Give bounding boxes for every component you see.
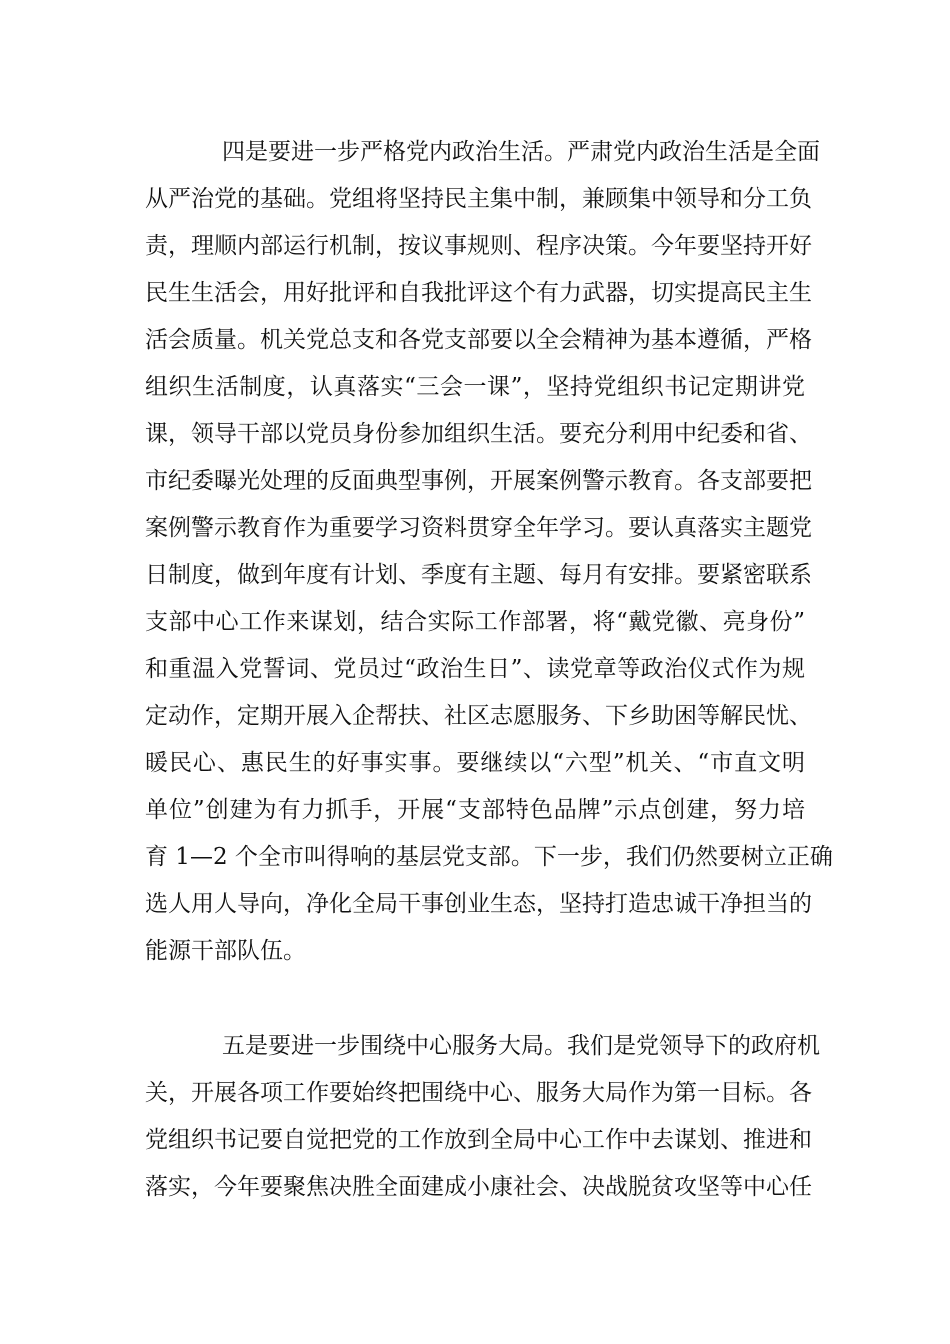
paragraph-line: 案例警示教育作为重要学习资料贯穿全年学习。要认真落实主题党 [145,515,812,541]
paragraph-line: 组织生活制度，认真落实“三会一课”，坚持党组织书记定期讲党 [145,374,805,400]
paragraph-line: 活会质量。机关党总支和各党支部要以全会精神为基本遵循，严格 [145,327,812,353]
paragraph-line: 关，开展各项工作要始终把围绕中心、服务大局作为第一目标。各 [145,1080,812,1106]
paragraph-line: 四是要进一步严格党内政治生活。严肃党内政治生活是全面 [222,139,820,165]
paragraph-line: 民生生活会，用好批评和自我批评这个有力武器，切实提高民主生 [145,280,812,306]
paragraph-line: 从严治党的基础。党组将坚持民主集中制，兼顾集中领导和分工负 [145,186,812,212]
paragraph-line: 责，理顺内部运行机制，按议事规则、程序决策。今年要坚持开好 [145,233,812,259]
paragraph-line: 日制度，做到年度有计划、季度有主题、每月有安排。要紧密联系 [145,562,812,588]
paragraph-line: 选人用人导向，净化全局干事创业生态，坚持打造忠诚干净担当的 [145,891,812,917]
paragraph-line: 和重温入党誓词、党员过“政治生日”、读党章等政治仪式作为规 [145,656,805,682]
paragraph-line: 落实，今年要聚焦决胜全面建成小康社会、决战脱贫攻坚等中心任 [145,1174,812,1200]
paragraph-line: 五是要进一步围绕中心服务大局。我们是党领导下的政府机 [222,1033,820,1059]
paragraph-line: 能源干部队伍。 [145,938,306,964]
paragraph-line: 支部中心工作来谋划，结合实际工作部署，将“戴党徽、亮身份” [145,609,805,635]
paragraph-line: 定动作，定期开展入企帮扶、社区志愿服务、下乡助困等解民忧、 [145,703,812,729]
paragraph-line: 暖民心、惠民生的好事实事。要继续以“六型”机关、“市直文明 [145,750,805,776]
paragraph-line: 课，领导干部以党员身份参加组织生活。要充分利用中纪委和省、 [145,421,812,447]
paragraph-line: 育 1—2 个全市叫得响的基层党支部。下一步，我们仍然要树立正确 [145,844,833,870]
paragraph-line: 市纪委曝光处理的反面典型事例，开展案例警示教育。各支部要把 [145,468,812,494]
paragraph-line: 党组织书记要自觉把党的工作放到全局中心工作中去谋划、推进和 [145,1127,812,1153]
paragraph-line: 单位”创建为有力抓手，开展“支部特色品牌”示点创建，努力培 [145,797,805,823]
